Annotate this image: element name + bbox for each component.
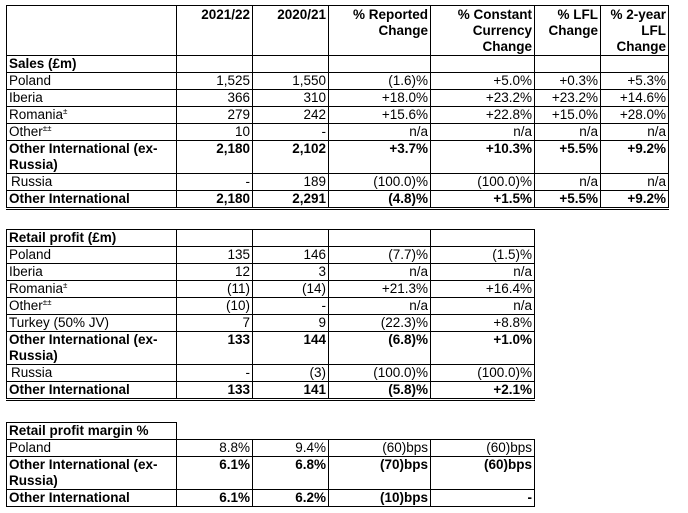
cell: (60)bps <box>431 440 535 457</box>
cell: 1,525 <box>177 73 253 90</box>
cell: 1,550 <box>253 73 329 90</box>
cell: (60)bps <box>431 457 535 490</box>
cell: 2,180 <box>177 191 253 209</box>
table-row <box>7 264 535 281</box>
cell: 279 <box>177 107 253 124</box>
cell: +5.5% <box>535 191 601 209</box>
cell: +1.0% <box>431 332 535 365</box>
cell: 144 <box>253 332 329 365</box>
cell: +1.5% <box>431 191 535 209</box>
cell: 9 <box>253 315 329 332</box>
cell: 2,102 <box>253 141 329 174</box>
row-label: Iberia <box>7 90 177 107</box>
cell: 133 <box>177 332 253 365</box>
row-label: Russia <box>7 365 177 382</box>
row-label: Poland <box>7 440 177 457</box>
sales-section-row <box>7 56 669 73</box>
table-row <box>7 440 535 457</box>
cell: (100.0)% <box>329 365 431 382</box>
table-row <box>7 124 669 141</box>
row-label: Romania± <box>7 107 177 124</box>
table-row <box>7 73 669 90</box>
row-label: Other International <box>7 191 177 209</box>
row-label: Other International (ex-Russia) <box>7 332 177 365</box>
col-header-2yr-lfl: % 2-year LFL Change <box>601 6 669 56</box>
table-row <box>7 174 669 191</box>
cell: +0.3% <box>535 73 601 90</box>
cell: 12 <box>177 264 253 281</box>
cell: n/a <box>329 298 431 315</box>
row-label: Other International (ex-Russia) <box>7 141 177 174</box>
cell: 135 <box>177 247 253 264</box>
cell: 242 <box>253 107 329 124</box>
cell: (100.0)% <box>431 174 535 191</box>
col-header-lfl: % LFL Change <box>535 6 601 56</box>
table-row <box>7 365 535 382</box>
cell: 189 <box>253 174 329 191</box>
margin-section-title: Retail profit margin % <box>7 423 177 440</box>
cell: +2.1% <box>431 382 535 400</box>
total-row <box>7 382 535 400</box>
cell: +28.0% <box>601 107 669 124</box>
cell: n/a <box>431 298 535 315</box>
row-label: Other±± <box>7 298 177 315</box>
row-label: Romania± <box>7 281 177 298</box>
retail-profit-section-row <box>7 230 535 247</box>
cell: 6.2% <box>253 490 329 507</box>
cell: 146 <box>253 247 329 264</box>
cell: (14) <box>253 281 329 298</box>
row-label: Other International <box>7 490 177 507</box>
cell: +8.8% <box>431 315 535 332</box>
subtotal-row <box>7 457 535 490</box>
cell: (10) <box>177 298 253 315</box>
cell: - <box>431 490 535 507</box>
table-row <box>7 247 535 264</box>
cell: 9.4% <box>253 440 329 457</box>
cell: 6.8% <box>253 457 329 490</box>
cell: n/a <box>329 264 431 281</box>
cell: (100.0)% <box>329 174 431 191</box>
cell: (100.0)% <box>431 365 535 382</box>
row-label: Other International <box>7 382 177 400</box>
cell: +14.6% <box>601 90 669 107</box>
table-row <box>7 90 669 107</box>
cell: n/a <box>535 124 601 141</box>
row-label: Iberia <box>7 264 177 281</box>
cell: - <box>253 298 329 315</box>
cell: n/a <box>601 124 669 141</box>
cell: 310 <box>253 90 329 107</box>
cell: (1.6)% <box>329 73 431 90</box>
cell: 2,180 <box>177 141 253 174</box>
retail-profit-section-title: Retail profit (£m) <box>7 230 177 247</box>
sales-section-title: Sales (£m) <box>7 56 177 73</box>
cell: (11) <box>177 281 253 298</box>
table-row <box>7 315 535 332</box>
cell: (6.8)% <box>329 332 431 365</box>
row-label: Russia <box>7 174 177 191</box>
cell: +15.0% <box>535 107 601 124</box>
cell: +3.7% <box>329 141 431 174</box>
retail-margin-table <box>6 422 535 507</box>
cell: (7.7)% <box>329 247 431 264</box>
cell: 2,291 <box>253 191 329 209</box>
row-label: Turkey (50% JV) <box>7 315 177 332</box>
cell: 10 <box>177 124 253 141</box>
cell: +15.6% <box>329 107 431 124</box>
cell: - <box>177 174 253 191</box>
cell: (60)bps <box>329 440 431 457</box>
cell: 7 <box>177 315 253 332</box>
table-row <box>7 107 669 124</box>
cell: 6.1% <box>177 490 253 507</box>
cell: n/a <box>601 174 669 191</box>
cell: +5.0% <box>431 73 535 90</box>
subtotal-row <box>7 141 669 174</box>
cell: - <box>253 124 329 141</box>
cell: n/a <box>329 124 431 141</box>
cell: 6.1% <box>177 457 253 490</box>
cell: (70)bps <box>329 457 431 490</box>
cell: (3) <box>253 365 329 382</box>
table-row <box>7 281 535 298</box>
col-header-2020-21: 2020/21 <box>253 6 329 56</box>
cell: +16.4% <box>431 281 535 298</box>
cell: +21.3% <box>329 281 431 298</box>
cell: (1.5)% <box>431 247 535 264</box>
cell: +23.2% <box>535 90 601 107</box>
table-row <box>7 298 535 315</box>
row-label: Other±± <box>7 124 177 141</box>
cell: (5.8)% <box>329 382 431 400</box>
cell: 133 <box>177 382 253 400</box>
cell: +23.2% <box>431 90 535 107</box>
col-header-constant-currency: % Constant Currency Change <box>431 6 535 56</box>
cell: (10)bps <box>329 490 431 507</box>
cell: (4.8)% <box>329 191 431 209</box>
cell: +22.8% <box>431 107 535 124</box>
cell: n/a <box>431 264 535 281</box>
cell: 3 <box>253 264 329 281</box>
row-label: Poland <box>7 73 177 90</box>
cell: n/a <box>535 174 601 191</box>
margin-section-row <box>7 423 535 440</box>
retail-profit-table <box>6 229 535 401</box>
row-label: Other International (ex-Russia) <box>7 457 177 490</box>
col-header-2021-22: 2021/22 <box>177 6 253 56</box>
cell: 8.8% <box>177 440 253 457</box>
cell: +5.5% <box>535 141 601 174</box>
cell: - <box>177 365 253 382</box>
row-label: Poland <box>7 247 177 264</box>
header-blank <box>7 6 177 56</box>
sales-table <box>6 5 669 210</box>
total-row <box>7 191 669 209</box>
cell: (22.3)% <box>329 315 431 332</box>
cell: 366 <box>177 90 253 107</box>
total-row <box>7 490 535 507</box>
cell: +9.2% <box>601 141 669 174</box>
cell: +10.3% <box>431 141 535 174</box>
cell: n/a <box>431 124 535 141</box>
column-header-row <box>7 6 669 56</box>
col-header-reported: % Reported Change <box>329 6 431 56</box>
cell: 141 <box>253 382 329 400</box>
cell: +9.2% <box>601 191 669 209</box>
cell: +18.0% <box>329 90 431 107</box>
subtotal-row <box>7 332 535 365</box>
cell: +5.3% <box>601 73 669 90</box>
